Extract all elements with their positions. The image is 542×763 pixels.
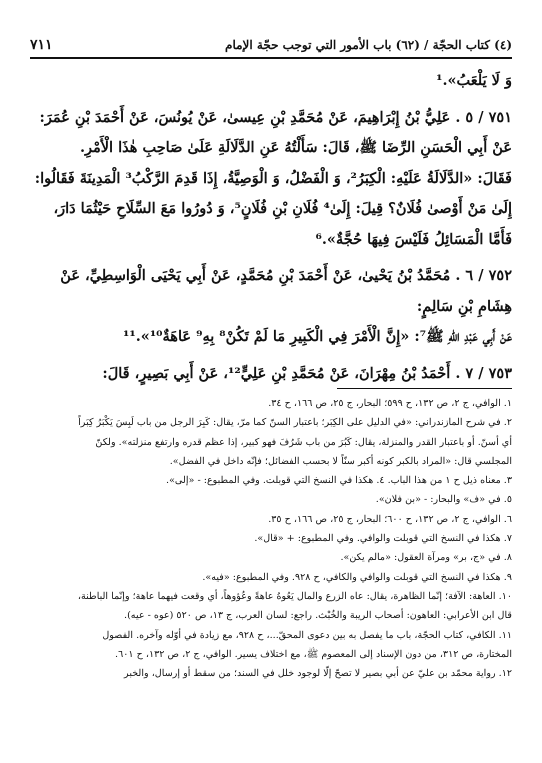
- footnote: ١. الوافي، ج ٢، ص ١٣٢، ح ٥٩٩؛ البحار، ج ٢٥، ص ١٦٦، ح ٣٤.: [268, 398, 512, 409]
- page-header: [30, 34, 512, 56]
- footnote-separator: [337, 388, 512, 389]
- footnote: ٢. في شرح المازندراني: «في الدليل على الكِبَر؛ باعتبار السنّ كما مرّ، يقال: كَبِرَ الرجل من باب لَبِسَ يَكْبَرُ كِبَراً: [78, 417, 512, 429]
- footnote: ٥. في «ف» والبحار: - «بن فلان».: [375, 494, 512, 506]
- footnote: ٧. هكذا في النسخ التي قوبلت والوافي. وفي المطبوع: + «قال».: [254, 533, 512, 545]
- text-line: هِشَامِ بْنِ سَالِمٍ:: [416, 297, 512, 315]
- hadith-753-heading: ٧٥٣ / ٧ . أَحْمَدُ بْنُ مِهْرَانَ، عَنْ مُحَمَّدِ بْنِ عَلِيٍّ¹²، عَنْ أَبِي بَصِيرٍ، قَالَ:: [102, 364, 512, 382]
- footnote: ٩. هكذا في النسخ التي قوبلت والوافي والكافي، ح ٩٢٨. وفي المطبوع: «فيه».: [202, 571, 512, 583]
- footnote: ١٢. رواية محمّد بن عليّ عن أبي بصير لا تصحّ إلّا لوجود خلل في السند؛ من سقط أو إرسال، والخبر: [124, 668, 512, 680]
- footnote: ٣. معناه ذيل ح ١ من هذا الباب. ٤. هكذا في النسخ التي قوبلت. وفي المطبوع: - «إلى».: [166, 475, 512, 487]
- text-line: عَنْ أَبِي عَبْدِ اللّٰهِ ﷺ⁷: «إِنَّ الْأَمْرَ فِي الْكَبِيرِ مَا لَمْ تَكُنْ⁸ بِهِ⁹ عَاهَةٌ¹⁰».¹¹: [123, 328, 512, 345]
- page-number: ٧١١: [30, 37, 53, 53]
- footnotes: [30, 394, 512, 683]
- text-line: إِلَىٰ مَنْ أَوْصىٰ فُلَانٌ؟ قِيلَ: إِلَىٰ⁴ فُلَانِ بْنِ فُلَانٍ⁵، وَ دُورُوا مَعَ السِّلَاحِ حَيْثُمَا دَارَ،: [53, 200, 512, 217]
- text-line: وَ لَا يَلْعَبُ».¹: [436, 72, 512, 89]
- footnote: ١٠. العاهة: الآفة؛ إنّما الظاهرة، يقال: عاه الزرع والمال يَعُوهُ عاهةً وعُؤوهاً، أي وقعت فيهما عاهة؛ وإنّما الباطنة،: [77, 590, 512, 602]
- footnote: ١١. الكافي، كتاب الحجّة، باب ما يفصل به بين دعوى المحقّ...، ح ٩٢٨، مع زيادة في أوّله وآخره. الفصول: [102, 629, 512, 641]
- text-line: عَنْ أَبِي الْحَسَنِ الرِّضَا ﷺ، قَالَ: سَأَلْتُهُ عَنِ الدَّلَالَةِ عَلَىٰ صَاحِبِ هٰذَا الْأَمْرِ.: [79, 139, 512, 156]
- running-title: (٤) كتاب الحجّة / (٦٢) باب الأمور التي توجب حجّة الإمام: [225, 38, 512, 52]
- footnote: المختارة، ص ٣١٢، من دون الإسناد إلى المعصوم ﷺ، مع اختلاف يسير. الوافي، ج ٢، ص ١٣٢، ح ٦٠١.: [115, 648, 512, 660]
- text-line: فَقَالَ: «الدَّلَالَةُ عَلَيْهِ: الْكِبَرُ²، وَ الْفَضْلُ، وَ الْوَصِيَّةُ، إِذَا قَدِمَ الرَّكْبُ³ الْمَدِينَةَ فَقَالُوا:: [34, 169, 512, 187]
- footnote: ٨. في «ج، بر» ومرآة العقول: «مالم يكن».: [340, 552, 512, 564]
- main-text: [30, 66, 512, 389]
- footnote: أي أسنّ. أو باعتبار القدر والمنزلة، يقال: كَبُرَ من باب شَرُفَ فهو كبير، إذا عظم قدره وارتفع منزلته». ولكنّ: [95, 436, 512, 448]
- footnote: ٦. الوافي، ج ٢، ص ١٣٢، ح ٦٠٠؛ البحار، ج ٢٥، ص ١٦٦، ح ٣٥.: [268, 513, 512, 525]
- footnote: المجلسي قال: «المراد بالكبر كونه أكبر سنّاً لا بحسب الفضائل؛ فإنّه داخل في الفضل».: [169, 455, 512, 467]
- header-rule: [30, 57, 512, 59]
- footnote: قال ابن الأعرابي: العاهون: أصحاب الريبة والخُبْث. راجع: لسان العرب، ج ١٣، ص ٥٢٠ (عوه - عيه).: [124, 610, 512, 622]
- hadith-751-heading: ٧٥١ / ٥ . عَلِيُّ بْنُ إِبْرَاهِيمَ، عَنْ مُحَمَّدِ بْنِ عِيسىٰ، عَنْ يُونُسَ، عَنْ أَحْمَدَ بْنِ عُمَرَ:: [39, 108, 512, 126]
- hadith-752-heading: ٧٥٢ / ٦ . مُحَمَّدُ بْنُ يَحْيىٰ، عَنْ أَحْمَدَ بْنِ مُحَمَّدٍ، عَنْ أَبِي يَحْيَى الْوَاسِطِيِّ، عَنْ: [60, 267, 512, 284]
- text-line: فَأَمَّا الْمَسَائِلُ فَلَيْسَ فِيهَا حُجَّةٌ».⁶: [315, 230, 512, 248]
